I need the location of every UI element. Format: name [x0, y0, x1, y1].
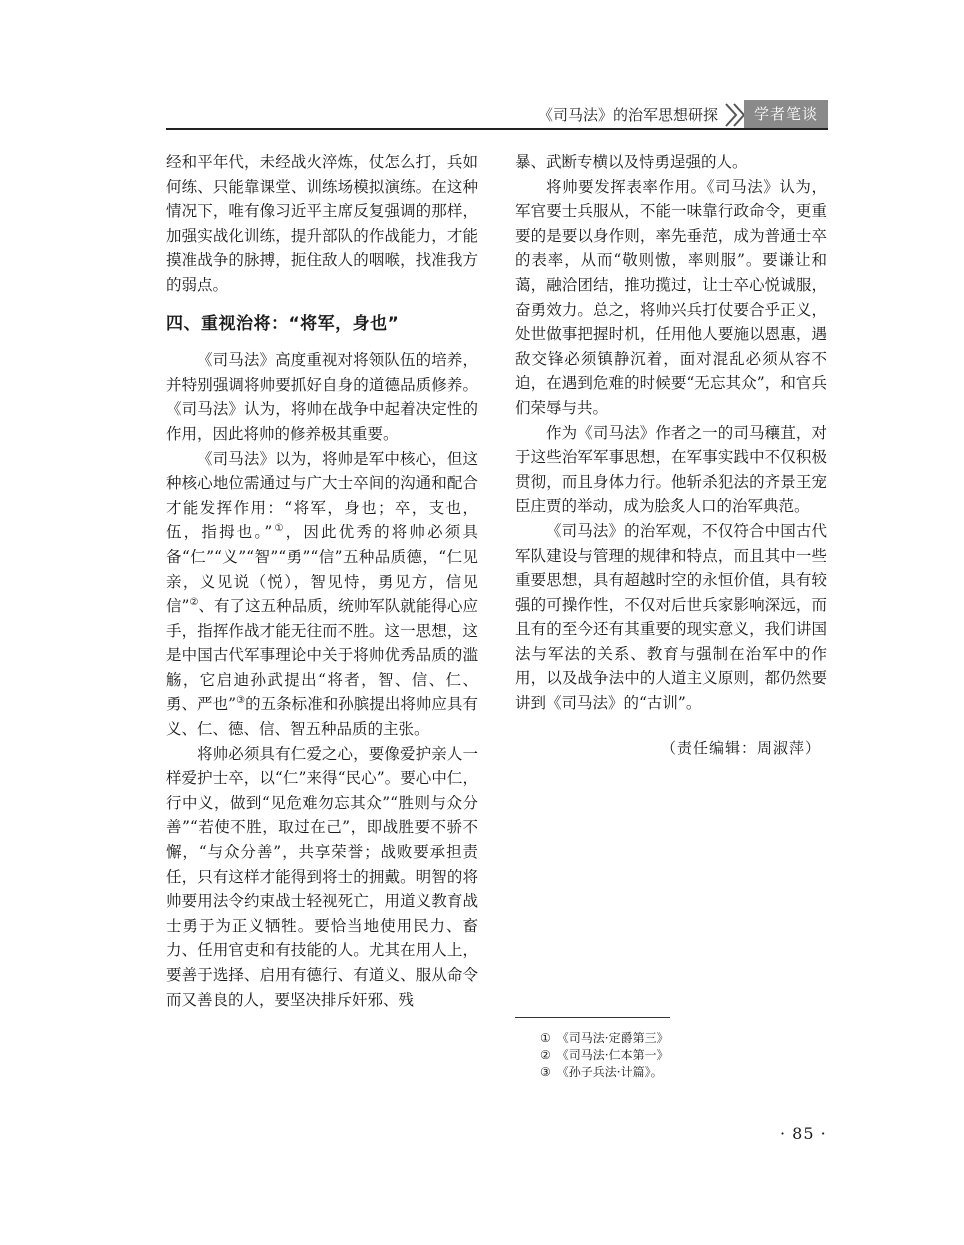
paragraph: 《司马法》的治军观，不仅符合中国古代军队建设与管理的规律和特点，而且其中一些重要思想，具有超越时空的永恒价值，具有较强的可操作性，不仅对后世兵家影响深远，而且有的至今还有其重要的现实意义，我们讲国法与军法的关系、教育与强制在治军中的作用，以及战争法中的人道主义原则，都仍然要讲到《司马法》的“古训”。 — [515, 521, 827, 713]
footnote-text: 《司马法·定爵第三》 — [556, 1031, 669, 1045]
footnote-text: 《司马法·仁本第一》 — [556, 1048, 669, 1062]
footnote-item — [540, 1047, 669, 1064]
footnote-ref: ③ — [236, 695, 246, 707]
left-column — [166, 150, 478, 1012]
footnote-rule — [515, 1017, 670, 1018]
right-column — [515, 150, 827, 760]
paragraph-text: 《司马法》以为，将帅是军中核心，但这种核心地位需通过与广大士卒间的沟通和配合才能发挥作用：“将军，身也；卒，支也，伍，指拇也。” — [166, 449, 478, 542]
section-tag: 学者笔谈 — [744, 100, 828, 128]
footnote-number: ① — [540, 1031, 551, 1045]
paragraph: 经和平年代，未经战火淬炼，仗怎么打，兵如何练、只能靠课堂、训练场模拟演练。在这种情况下，唯有像习近平主席反复强调的那样，加强实战化训练，提升部队的作战能力，才能摸准战争的脉搏，扼住敌人的咽喉，找准我方的弱点。 — [166, 153, 478, 294]
paragraph: 《司马法》高度重视对将领队伍的培养，并特别强调将帅要抓好自身的道德品质修养。《司马法》认为，将帅在战争中起着决定性的作用，因此将帅的修养极其重要。 — [166, 351, 478, 443]
page-number: · 85 · — [780, 1124, 827, 1143]
paragraph: 将帅要发挥表率作用。《司马法》认为，军官要士兵服从，不能一味靠行政命令，更重要的是要以身作则，率先垂范，成为普通士卒的表率，从而“敬则慠，率则服”。要谦让和蔼，融洽团结，推功揽过，让士卒心悦诚服，奋勇效力。总之，将帅兴兵打仗要合乎正义，处世做事把握时机，任用他人要施以恩惠，遇敌交锋必须镇静沉着，面对混乱必须从容不迫，在遇到危难的时候要“无忘其众”，和官兵们荣辱与共。 — [515, 177, 827, 417]
footnote-item — [540, 1064, 669, 1081]
editor-credit: （责任编辑：周淑萍） — [660, 738, 821, 757]
footnotes — [540, 1030, 669, 1081]
footnote-text: 《孙子兵法·计篇》。 — [556, 1065, 663, 1079]
footnote-item — [540, 1030, 669, 1047]
running-title: 《司马法》的治军思想研探 — [537, 106, 718, 124]
section-heading: 四、重视治将：“将军，身也” — [166, 313, 400, 334]
paragraph — [166, 447, 478, 742]
footnote-ref: ② — [189, 596, 199, 608]
paragraph: 作为《司马法》作者之一的司马穰苴，对于这些治军军事思想，在军事实践中不仅积极贯彻，而且身体力行。他斩杀犯法的齐景王宠臣庄贾的举动，成为脍炙人口的治军典范。 — [515, 423, 827, 516]
footnote-ref: ① — [272, 523, 286, 535]
paragraph: 将帅必须具有仁爱之心，要像爱护亲人一样爱护士卒，以“仁”来得“民心”。要心中仁，行中义，做到“见危难勿忘其众”“胜则与众分善”“若使不胜，取过在己”，即战胜要不骄不懈，“与众分善”，共享荣誉；战败要承担责任，只有这样才能得到将士的拥戴。明智的将帅要用法令约束战士轻视死亡，用道义教育战士勇于为正义牺牲。要恰当地使用民力、畜力、任用官吏和有技能的人。尤其在用人上，要善于选择、启用有德行、有道义、服从命令而又善良的人，要坚决排斥奸邪、残 — [166, 744, 478, 1009]
paragraph: 暴、武断专横以及恃勇逞强的人。 — [515, 153, 748, 171]
header-rule — [166, 128, 828, 130]
footnote-number: ③ — [540, 1065, 551, 1079]
paragraph-text: 、有了这五种品质，统帅军队就能得心应手，指挥作战才能无往而不胜。这一思想，这是中国古代军事理论中关于将帅优秀品质的滥觞，它启迪孙武提出“将者，智、信、仁、勇、严也” — [166, 597, 478, 714]
footnote-number: ② — [540, 1048, 551, 1062]
paragraph-text: ，因此优秀的将帅必须具备“仁”“义”“智”“勇”“信”五种品质德，“仁见亲，义见说（悦），智见恃，勇见方，信见信” — [166, 523, 478, 616]
page-header — [166, 100, 828, 130]
paragraph-text: 的五条标准和孙膑提出将帅应具有义、仁、德、信、智五种品质的主张。 — [166, 695, 478, 739]
